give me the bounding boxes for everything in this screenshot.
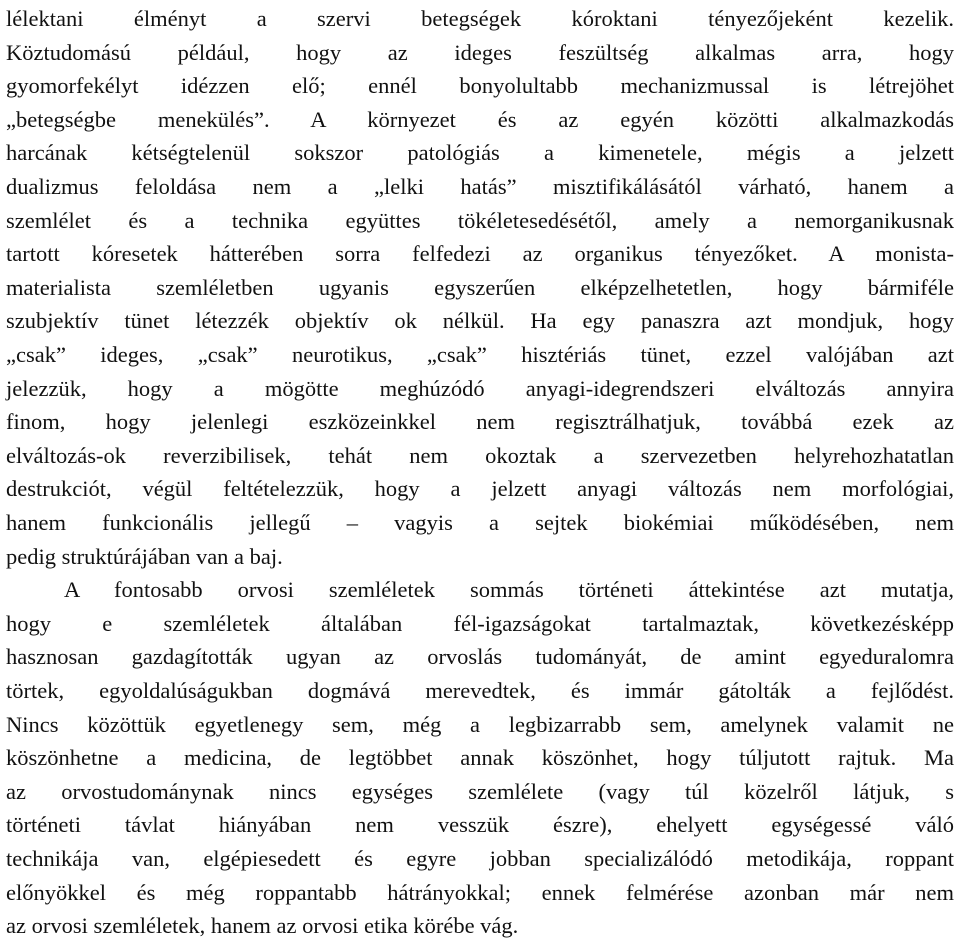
text-line: A fontosabb orvosi szemléletek sommás történeti áttekintése azt mutatja,: [64, 577, 954, 603]
text-line: destrukciót, végül feltételezzük, hogy a jelzett anyagi változás nem morfológiai,: [6, 476, 954, 502]
text-line: törtek, egyoldalúságukban dogmává merevedtek, és immár gátolták a fejlődést.: [6, 678, 954, 703]
text-line: jelezzük, hogy a mögötte meghúzódó anyagi-idegrendszeri elváltozás annyira: [6, 375, 954, 401]
text-line: finom, hogy jelenlegi eszközeinkkel nem regisztrálhatjuk, továbbá ezek az: [6, 409, 954, 435]
text-line: történeti távlat hiányában nem vesszük észre), ehelyett egységessé váló: [6, 812, 954, 838]
text-line: lélektani élményt a szervi betegségek kóroktani tényezőjeként kezelik.: [6, 6, 954, 31]
text-line: harcának kétségtelenül sokszor patológiás a kimenetele, mégis a jelzett: [6, 140, 954, 166]
text-line: „csak” ideges, „csak” neurotikus, „csak” hisztériás tünet, ezzel valójában azt: [6, 342, 954, 367]
text-line: elváltozás-ok reverzibilisek, tehát nem okoztak a szervezetben helyrehozhatatlan: [6, 442, 954, 468]
text-line: gyomorfekélyt idézzen elő; ennél bonyolultabb mechanizmussal is létrejöhet: [6, 73, 954, 99]
text-line: tartott kóresetek hátterében sorra felfedezi az organikus tényezőket. A monista-: [6, 241, 954, 267]
text-line: hasznosan gazdagították ugyan az orvoslás tudományát, de amint egyeduralomra: [6, 644, 954, 670]
text-line: az orvostudománynak nincs egységes szemlélete (vagy túl közelről látjuk, s: [6, 778, 954, 804]
text-line: pedig struktúrájában van a baj.: [6, 543, 283, 569]
text-line: hanem funkcionális jellegű – vagyis a sejtek biokémiai működésében, nem: [6, 510, 954, 535]
text-line: hogy e szemléletek általában fél-igazságokat tartalmaztak, következésképp: [6, 610, 954, 636]
text-line: materialista szemléletben ugyanis egyszerűen elképzelhetetlen, hogy bármiféle: [6, 274, 954, 300]
text-line: szubjektív tünet létezzék objektív ok nélkül. Ha egy panaszra azt mondjuk, hogy: [6, 308, 954, 334]
text-line: előnyökkel és még roppantabb hátrányokkal; ennek felmérése azonban már nem: [6, 879, 954, 905]
text-line: dualizmus feloldása nem a „lelki hatás” misztifikálásától várható, hanem a: [6, 174, 954, 199]
text-line: Köztudomású például, hogy az ideges feszültség alkalmas arra, hogy: [6, 39, 954, 65]
text-line: szemlélet és a technika együttes tökéletesedésétől, amely a nemorganikusnak: [6, 207, 954, 233]
text-line: „betegségbe menekülés”. A környezet és az egyén közötti alkalmazkodás: [6, 106, 954, 132]
text-line: az orvosi szemléletek, hanem az orvosi etika körébe vág.: [6, 913, 519, 939]
text-line: Nincs közöttük egyetlenegy sem, még a legbizarrabb sem, amelynek valamit ne: [6, 711, 954, 737]
text-line: technikája van, elgépiesedett és egyre jobban specializálódó metodikája, roppant: [6, 846, 954, 871]
text-line: köszönhetne a medicina, de legtöbbet annak köszönhet, hogy túljutott rajtuk. Ma: [6, 745, 954, 771]
